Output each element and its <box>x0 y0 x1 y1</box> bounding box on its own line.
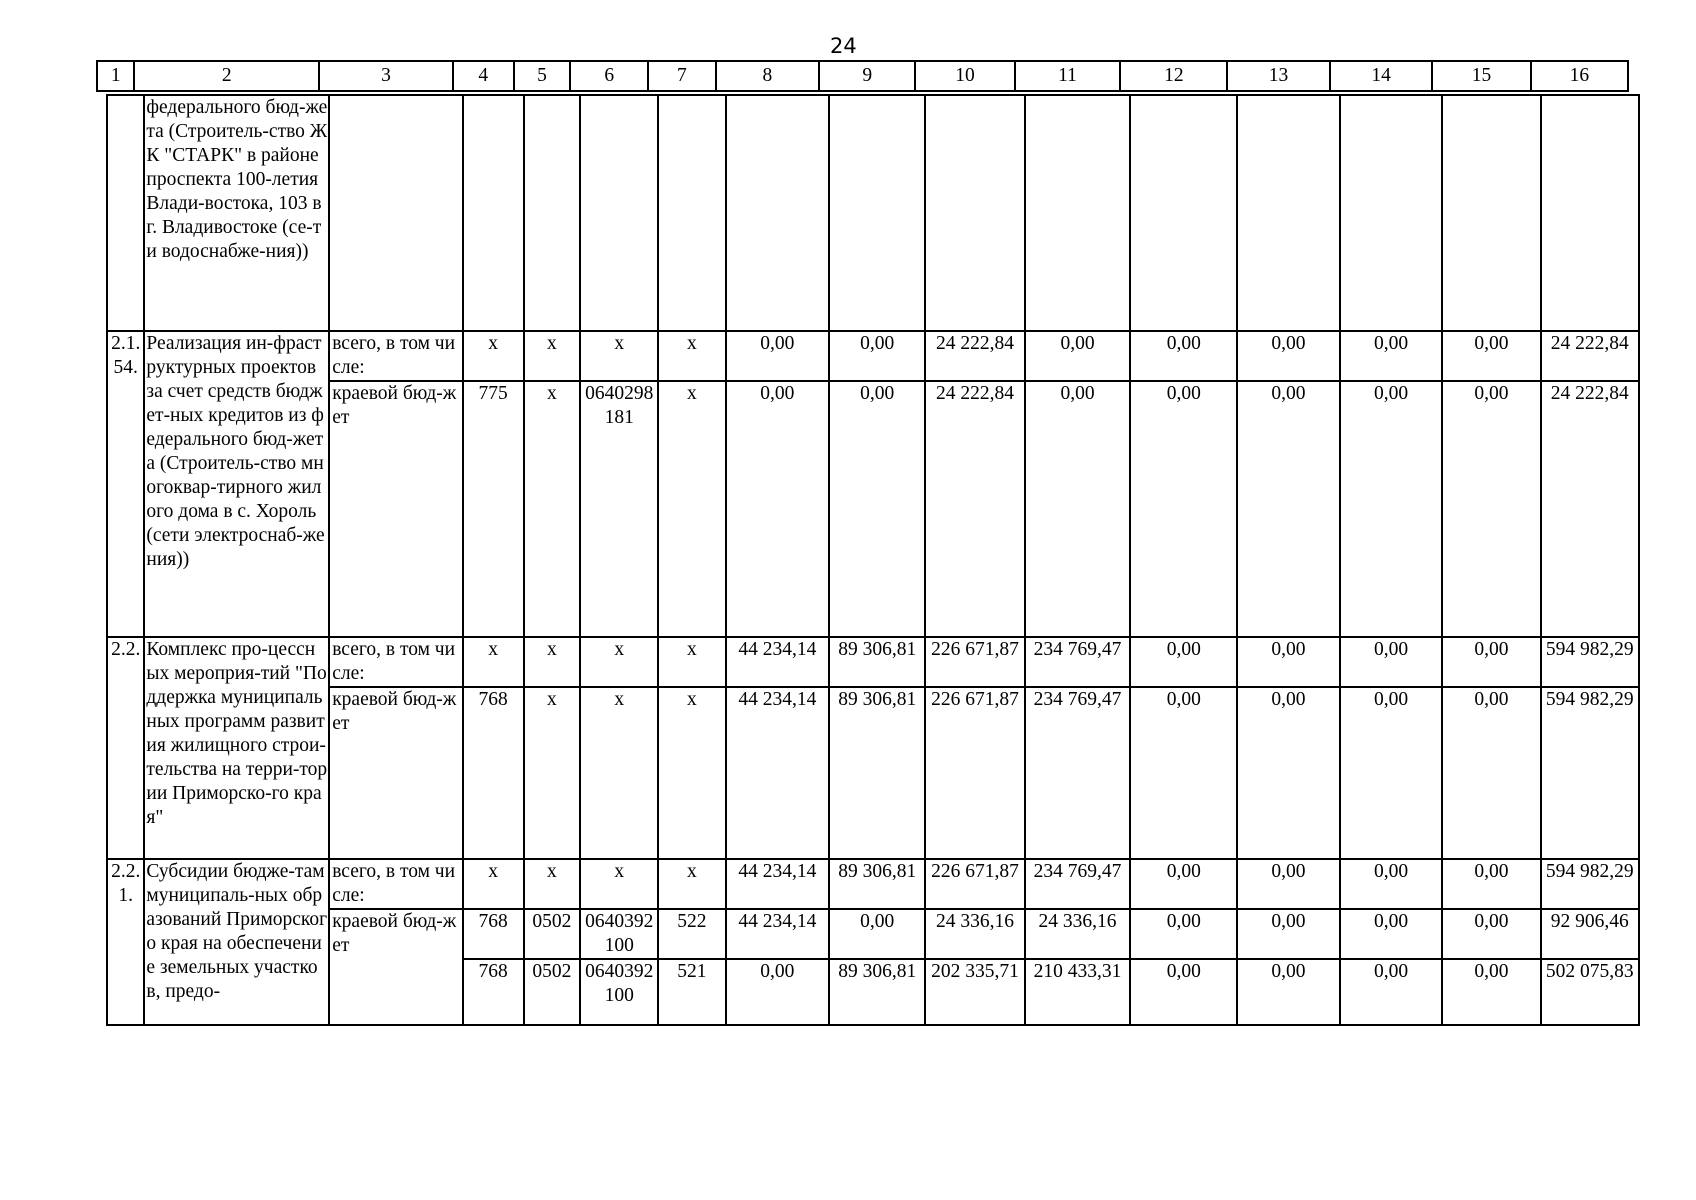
cell-c5: x <box>524 859 581 909</box>
funding-type: всего, в том числе: <box>329 859 463 909</box>
cell-c10: 226 671,87 <box>925 687 1024 859</box>
table-row <box>107 95 1639 331</box>
column-header: 1 <box>97 61 134 91</box>
table-row <box>107 687 1639 859</box>
column-header-row <box>97 61 1628 91</box>
cell-c11: 0,00 <box>1025 381 1131 637</box>
column-header: 15 <box>1432 61 1530 91</box>
cell-c6: 0640298 181 <box>580 381 658 637</box>
column-header: 10 <box>915 61 1014 91</box>
column-header: 4 <box>453 61 514 91</box>
cell-c15: 0,00 <box>1442 909 1540 959</box>
cell-c8: 44 234,14 <box>726 909 830 959</box>
column-header: 2 <box>134 61 319 91</box>
row-description: Комплекс про-цессных мероприя-тий "Поддержка муниципальных программ развития жилищного строи-тельства на терри-тории Приморско-го края" <box>144 637 329 859</box>
cell-c12: 0,00 <box>1130 331 1237 381</box>
cell-c15: 0,00 <box>1442 959 1540 1025</box>
empty-cell <box>1442 95 1540 331</box>
cell-c9: 89 306,81 <box>829 637 925 687</box>
cell-c4: x <box>463 331 524 381</box>
cell-c5: 0502 <box>524 909 581 959</box>
column-header: 13 <box>1227 61 1330 91</box>
cell-c10: 226 671,87 <box>925 637 1024 687</box>
empty-cell <box>726 95 830 331</box>
cell-c16: 24 222,84 <box>1541 381 1639 637</box>
cell-c16: 594 982,29 <box>1541 637 1639 687</box>
column-header: 12 <box>1120 61 1227 91</box>
row-index <box>107 95 144 331</box>
empty-cell <box>1541 95 1639 331</box>
empty-cell <box>1237 95 1340 331</box>
cell-c14: 0,00 <box>1340 331 1443 381</box>
cell-c15: 0,00 <box>1442 381 1540 637</box>
row-index: 2.1.54. <box>107 331 144 637</box>
column-header: 7 <box>648 61 715 91</box>
empty-cell <box>580 95 658 331</box>
funding-type: всего, в том числе: <box>329 331 463 381</box>
cell-c7: x <box>658 859 725 909</box>
cell-c12: 0,00 <box>1130 381 1237 637</box>
cell-c15: 0,00 <box>1442 687 1540 859</box>
cell-c4: 768 <box>463 909 524 959</box>
cell-c5: x <box>524 637 581 687</box>
funding-type: краевой бюд-жет <box>329 381 463 637</box>
cell-c9: 89 306,81 <box>829 859 925 909</box>
empty-cell <box>1340 95 1443 331</box>
empty-cell <box>1025 95 1131 331</box>
cell-c4: 768 <box>463 687 524 859</box>
cell-c4: 775 <box>463 381 524 637</box>
cell-c13: 0,00 <box>1237 637 1340 687</box>
cell-c15: 0,00 <box>1442 859 1540 909</box>
cell-c6: 0640392 100 <box>580 959 658 1025</box>
cell-c9: 89 306,81 <box>829 959 925 1025</box>
column-header: 14 <box>1330 61 1433 91</box>
cell-c7: x <box>658 331 725 381</box>
cell-c7: 521 <box>658 959 725 1025</box>
cell-c14: 0,00 <box>1340 909 1443 959</box>
cell-c11: 234 769,47 <box>1025 687 1131 859</box>
cell-c5: x <box>524 687 581 859</box>
cell-c6: x <box>580 687 658 859</box>
table-row <box>107 859 1639 909</box>
cell-c6: x <box>580 637 658 687</box>
column-header: 3 <box>319 61 453 91</box>
cell-c10: 24 222,84 <box>925 381 1024 637</box>
column-header: 16 <box>1531 61 1628 91</box>
cell-c10: 202 335,71 <box>925 959 1024 1025</box>
cell-c10: 24 222,84 <box>925 331 1024 381</box>
empty-cell <box>524 95 581 331</box>
cell-c10: 24 336,16 <box>925 909 1024 959</box>
cell-c10: 226 671,87 <box>925 859 1024 909</box>
funding-type: всего, в том числе: <box>329 637 463 687</box>
cell-c5: x <box>524 381 581 637</box>
cell-c6: x <box>580 331 658 381</box>
cell-c12: 0,00 <box>1130 909 1237 959</box>
cell-c11: 234 769,47 <box>1025 637 1131 687</box>
cell-c16: 502 075,83 <box>1541 959 1639 1025</box>
column-header: 5 <box>514 61 571 91</box>
cell-c15: 0,00 <box>1442 637 1540 687</box>
cell-c12: 0,00 <box>1130 637 1237 687</box>
cell-c13: 0,00 <box>1237 909 1340 959</box>
cell-c16: 92 906,46 <box>1541 909 1639 959</box>
cell-c11: 234 769,47 <box>1025 859 1131 909</box>
cell-c11: 24 336,16 <box>1025 909 1131 959</box>
budget-table <box>106 94 1640 1026</box>
cell-c4: 768 <box>463 959 524 1025</box>
row-index: 2.2.1. <box>107 859 144 1025</box>
row-index: 2.2. <box>107 637 144 859</box>
cell-c15: 0,00 <box>1442 331 1540 381</box>
empty-cell <box>829 95 925 331</box>
cell-c9: 0,00 <box>829 381 925 637</box>
table-row <box>107 331 1639 381</box>
page-number: 24 <box>830 34 857 58</box>
cell-c7: 522 <box>658 909 725 959</box>
cell-c11: 210 433,31 <box>1025 959 1131 1025</box>
row-description: Реализация ин-фраструктурных проектов за счет средств бюджет-ных кредитов из федерального бюд-жета (Строитель-ство многоквар-тирного жилого дома в с. Хороль (сети электроснаб-жения)) <box>144 331 329 637</box>
cell-c9: 0,00 <box>829 331 925 381</box>
cell-c14: 0,00 <box>1340 381 1443 637</box>
column-header-table <box>96 60 1629 92</box>
cell-c8: 44 234,14 <box>726 859 830 909</box>
cell-c8: 44 234,14 <box>726 637 830 687</box>
empty-cell <box>1130 95 1237 331</box>
table-row <box>107 381 1639 637</box>
cell-c12: 0,00 <box>1130 959 1237 1025</box>
cell-c7: x <box>658 381 725 637</box>
table-row <box>107 909 1639 959</box>
table-row <box>107 637 1639 687</box>
cell-c16: 24 222,84 <box>1541 331 1639 381</box>
empty-cell <box>925 95 1024 331</box>
column-header: 8 <box>716 61 820 91</box>
cell-c9: 0,00 <box>829 909 925 959</box>
cell-c14: 0,00 <box>1340 687 1443 859</box>
cell-c4: x <box>463 637 524 687</box>
cell-c8: 44 234,14 <box>726 687 830 859</box>
cell-c14: 0,00 <box>1340 859 1443 909</box>
cell-c7: x <box>658 687 725 859</box>
cell-c5: 0502 <box>524 959 581 1025</box>
cell-c9: 89 306,81 <box>829 687 925 859</box>
cell-c16: 594 982,29 <box>1541 687 1639 859</box>
empty-cell <box>658 95 725 331</box>
column-header: 6 <box>570 61 648 91</box>
empty-cell <box>463 95 524 331</box>
cell-c12: 0,00 <box>1130 687 1237 859</box>
cell-c13: 0,00 <box>1237 687 1340 859</box>
funding-type: краевой бюд-жет <box>329 687 463 859</box>
cell-c16: 594 982,29 <box>1541 859 1639 909</box>
cell-c4: x <box>463 859 524 909</box>
cell-c6: x <box>580 859 658 909</box>
cell-c14: 0,00 <box>1340 637 1443 687</box>
cell-c13: 0,00 <box>1237 859 1340 909</box>
empty-cell <box>329 95 463 331</box>
cell-c12: 0,00 <box>1130 859 1237 909</box>
cell-c5: x <box>524 331 581 381</box>
cell-c7: x <box>658 637 725 687</box>
cell-c13: 0,00 <box>1237 959 1340 1025</box>
row-description: Субсидии бюдже-там муниципаль-ных образований Приморского края на обеспечение земельных участков, предо- <box>144 859 329 1025</box>
column-header: 11 <box>1015 61 1121 91</box>
cell-c8: 0,00 <box>726 959 830 1025</box>
row-description: федерального бюд-жета (Строитель-ство ЖК "СТАРК" в районе проспекта 100-летия Влади-востока, 103 в г. Владивостоке (се-ти водоснабже-ния)) <box>144 95 329 331</box>
cell-c13: 0,00 <box>1237 331 1340 381</box>
cell-c13: 0,00 <box>1237 381 1340 637</box>
cell-c14: 0,00 <box>1340 959 1443 1025</box>
cell-c8: 0,00 <box>726 331 830 381</box>
column-header: 9 <box>819 61 915 91</box>
cell-c8: 0,00 <box>726 381 830 637</box>
cell-c11: 0,00 <box>1025 331 1131 381</box>
cell-c6: 0640392 100 <box>580 909 658 959</box>
funding-type: краевой бюд-жет <box>329 909 463 1025</box>
